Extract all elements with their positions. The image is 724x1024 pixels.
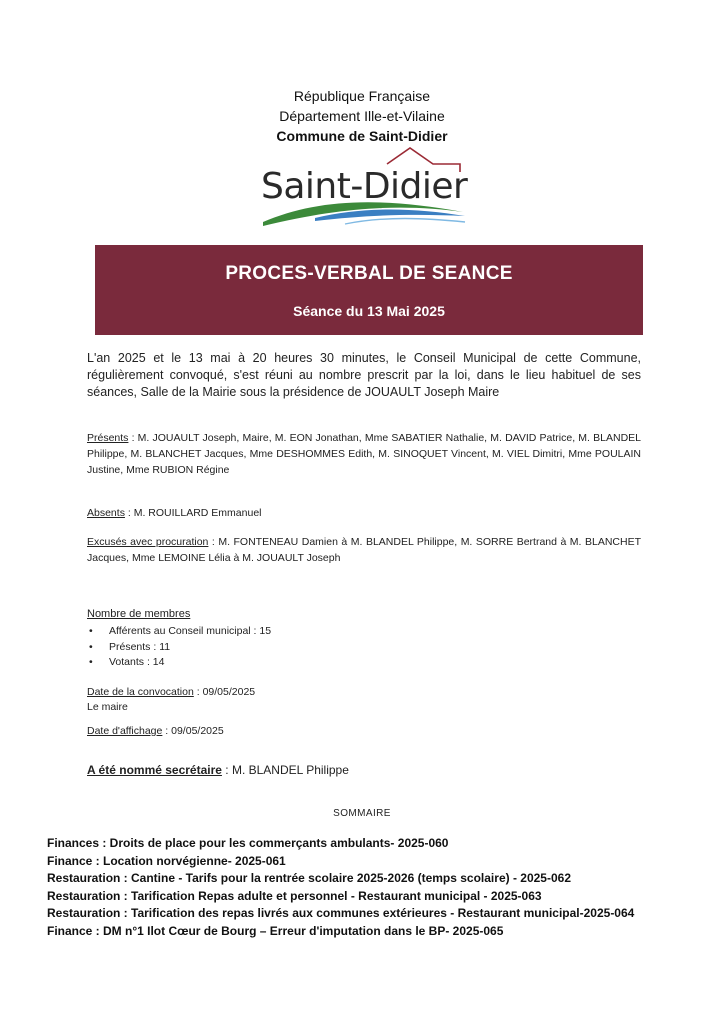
presents-text: : M. JOUAULT Joseph, Maire, M. EON Jonathan, Mme SABATIER Nathalie, M. DAVID Patrice, M. BLANDEL Philippe, M. BLANCHET Jacques, Mme DESHOMMES Edith, M. SINOQUET Vincent, M. VIEL Dimitri, Mme POULAIN Justine, Mme RUBION Régine (87, 432, 641, 476)
sommaire-item: Restauration : Tarification des repas livrés aux communes extérieures - Restaurant municipal-2025-064 (47, 906, 635, 920)
affichage-line (87, 724, 224, 739)
absents-text: : M. ROUILLARD Emmanuel (124, 507, 262, 519)
convocation-label: Date de la convocation (87, 686, 194, 698)
sommaire-item: Finance : Location norvégienne- 2025-061 (47, 853, 286, 868)
excuses-label: Excusés avec procuration (87, 536, 209, 548)
sommaire-item: Finance : DM n°1 Ilot Cœur de Bourg – Erreur d'imputation dans le BP- 2025-065 (47, 923, 504, 938)
logo-text: Saint-Didier (261, 166, 468, 207)
commune-logo (255, 144, 475, 230)
secretary-label: A été nommé secrétaire (87, 763, 222, 777)
document-header (0, 86, 724, 146)
header-departement: Département Ille-et-Vilaine (279, 108, 445, 124)
document-title: PROCES-VERBAL DE SEANCE (225, 263, 513, 284)
affichage-label: Date d'affichage (87, 725, 163, 737)
list-item: • Votants : 14 (87, 655, 271, 671)
convocation-signer: Le maire (87, 701, 128, 713)
sommaire-item: Restauration : Cantine - Tarifs pour la rentrée scolaire 2025-2026 (temps scolaire) - 2025-062 (47, 871, 571, 885)
members-title: Nombre de membres (87, 608, 191, 620)
presents-label: Présents (87, 432, 129, 444)
excuses-text: : M. FONTENEAU Damien à M. BLANDEL Philippe, M. SORRE Bertrand à M. BLANCHET Jacques, Mme LEMOINE Lélia à M. JOUAULT Joseph (87, 536, 641, 564)
sommaire-item: Restauration : Tarification Repas adulte et personnel - Restaurant municipal - 2025-063 (47, 888, 542, 903)
header-commune: Commune de Saint-Didier (276, 128, 448, 144)
sommaire-list (47, 835, 634, 940)
intro-paragraph: L'an 2025 et le 13 mai à 20 heures 30 minutes, le Conseil Municipal de cette Commune, régulièrement convoqué, s'est réuni au nombre prescrit par la loi, dans le lieu habituel de ses séances, Salle de la Mairie sous la présidence de JOUAULT Joseph Maire (87, 351, 641, 399)
absents-paragraph (87, 505, 641, 521)
header-republique: République Française (293, 88, 431, 104)
affichage-value: : 09/05/2025 (162, 725, 224, 737)
secretary-value: : M. BLANDEL Philippe (221, 763, 349, 777)
convocation-value: : 09/05/2025 (193, 686, 256, 698)
session-date: Séance du 13 Mai 2025 (293, 303, 445, 319)
members-list (87, 624, 271, 671)
absents-label: Absents (87, 507, 125, 519)
sommaire-title: SOMMAIRE (333, 808, 391, 819)
excuses-paragraph (87, 534, 641, 566)
list-item: • Présents : 11 (87, 640, 271, 656)
convocation-line (87, 685, 255, 700)
presents-paragraph (87, 430, 641, 478)
title-banner (95, 245, 643, 335)
sommaire-item: Finances : Droits de place pour les commerçants ambulants- 2025-060 (47, 836, 449, 850)
list-item: • Afférents au Conseil municipal : 15 (87, 624, 271, 640)
secretary-line (87, 763, 349, 777)
